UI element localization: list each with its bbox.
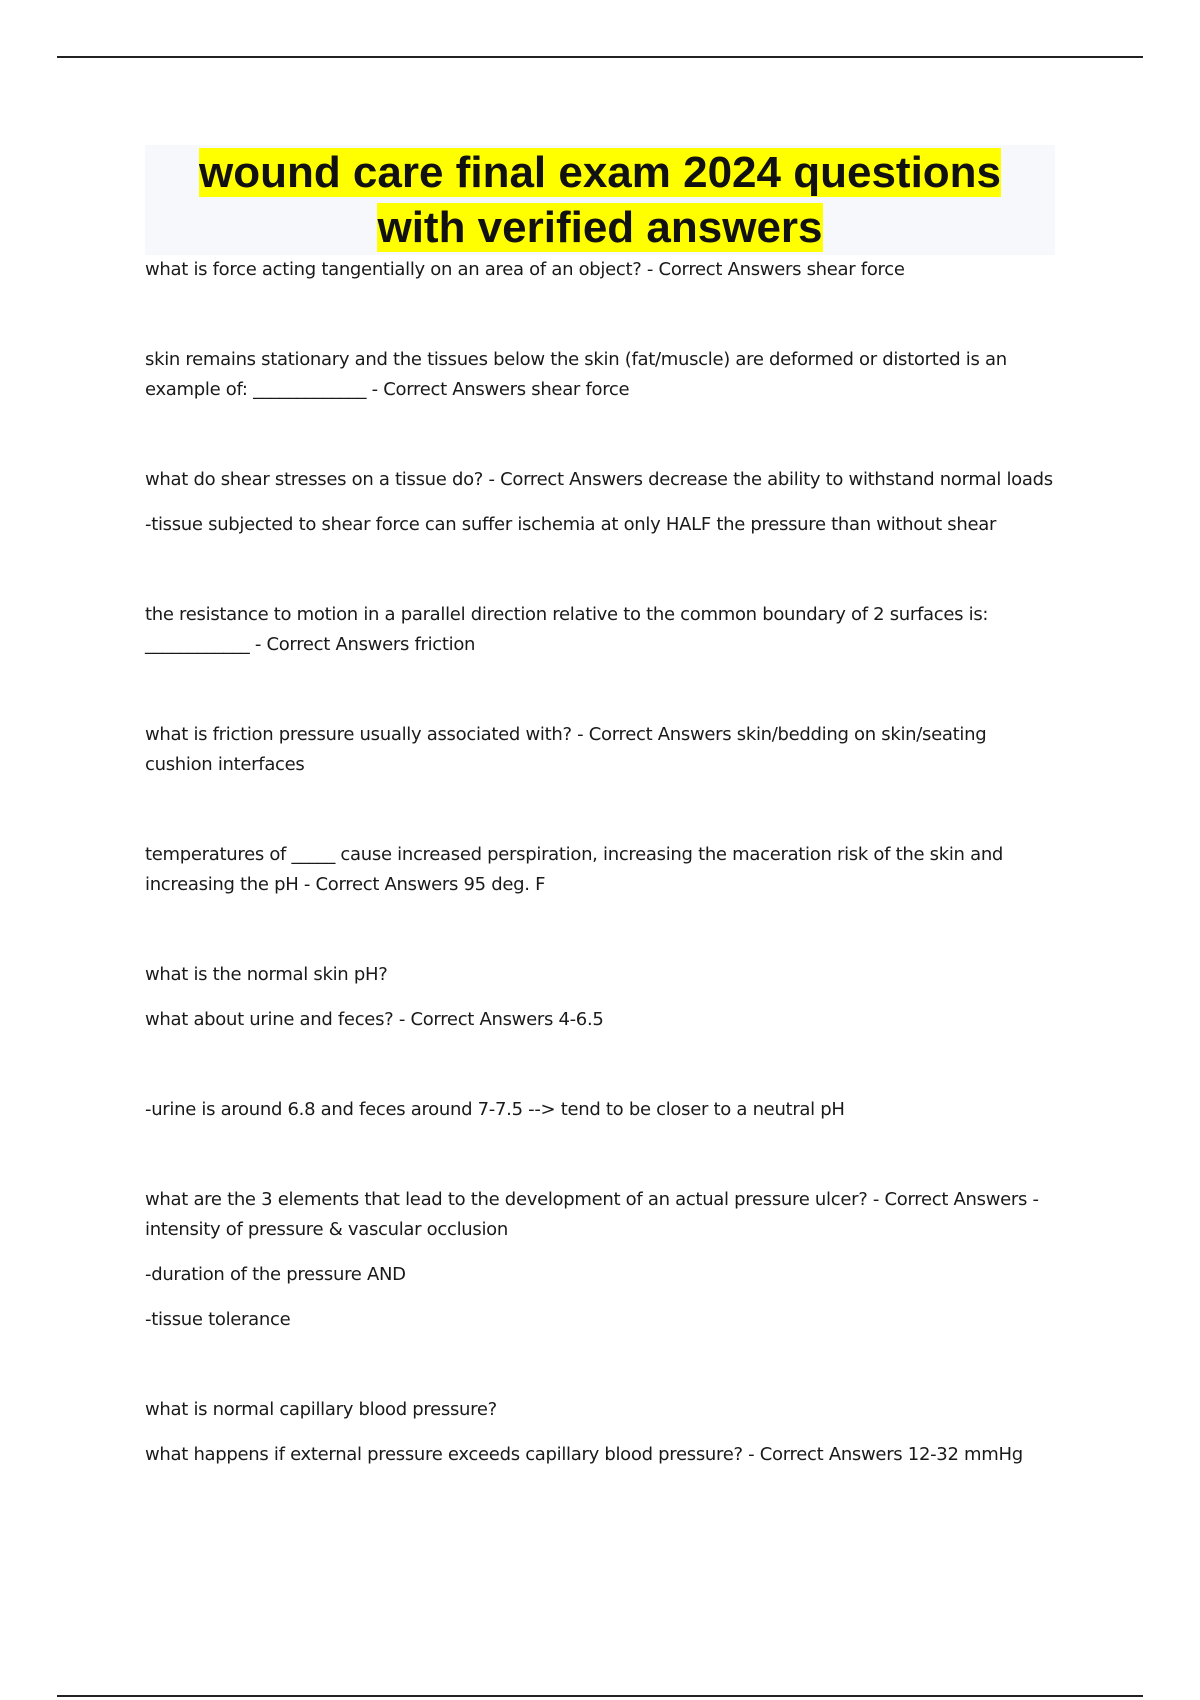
qa-item: -duration of the pressure AND: [145, 1264, 406, 1285]
qa-item: what is friction pressure usually associated with? - Correct Answers skin/bedding on skin/seating cushion interfaces: [145, 724, 992, 775]
qa-item: skin remains stationary and the tissues below the skin (fat/muscle) are deformed or distorted is an example of: _____________ - Correct Answers shear force: [145, 349, 1013, 400]
qa-item: -tissue subjected to shear force can suffer ischemia at only HALF the pressure than without shear: [145, 514, 997, 535]
qa-item: what are the 3 elements that lead to the development of an actual pressure ulcer? - Correct Answers -intensity of pressure & vascular occlusion: [145, 1189, 1039, 1240]
title-block: [145, 145, 1055, 255]
qa-item: the resistance to motion in a parallel direction relative to the common boundary of 2 surfaces is: ____________ - Correct Answers friction: [145, 604, 994, 655]
qa-content: [145, 255, 1055, 1470]
qa-item: what happens if external pressure exceeds capillary blood pressure? - Correct Answers 12-32 mmHg: [145, 1444, 1023, 1465]
qa-item: temperatures of _____ cause increased perspiration, increasing the maceration risk of the skin and increasing the pH - Correct Answers 95 deg. F: [145, 844, 1009, 895]
qa-item: -tissue tolerance: [145, 1309, 291, 1330]
qa-item: what is normal capillary blood pressure?: [145, 1399, 497, 1420]
qa-item: what is the normal skin pH?: [145, 964, 388, 985]
qa-item: what about urine and feces? - Correct Answers 4-6.5: [145, 1009, 604, 1030]
qa-item: -urine is around 6.8 and feces around 7-7.5 --> tend to be closer to a neutral pH: [145, 1099, 845, 1120]
document-body: [145, 145, 1055, 1470]
top-rule: [57, 56, 1143, 58]
document-title: wound care final exam 2024 questions with verified answers: [198, 148, 1002, 252]
qa-item: what do shear stresses on a tissue do? - Correct Answers decrease the ability to withstand normal loads: [145, 469, 1053, 490]
bottom-rule: [57, 1695, 1143, 1697]
qa-item: what is force acting tangentially on an area of an object? - Correct Answers shear force: [145, 259, 905, 280]
